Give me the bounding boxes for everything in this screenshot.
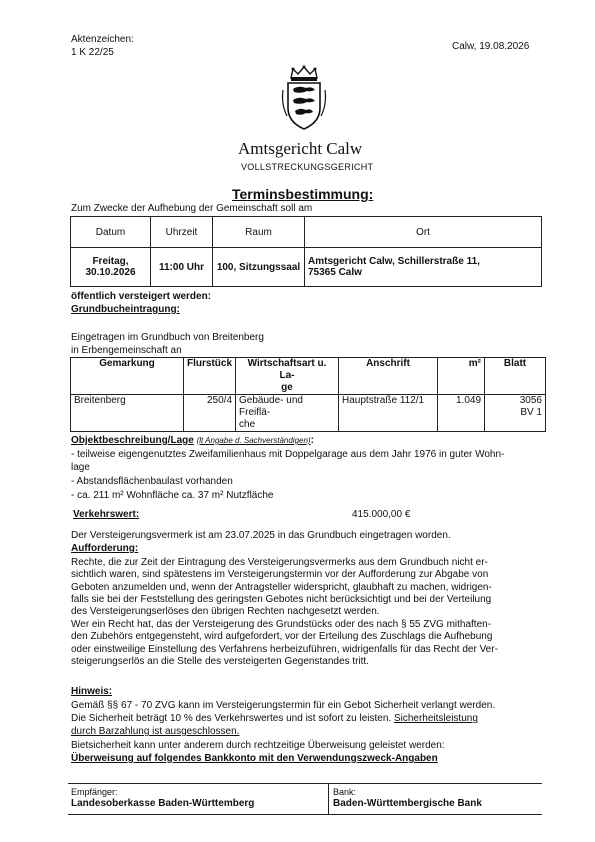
cell-gemarkung: Breitenberg xyxy=(71,395,184,432)
objekt-line2: lage xyxy=(71,462,90,473)
aufforderung-p2: Wer ein Recht hat, das der Versteigerung des Grundstücks oder des nach § 55 ZVG mithaften- den Zubehörs entgegensteht, wird aufgefordert, vor der Erteilung des Zuschlags die Aufhebung oder einstweilige Einstellung des Verfahrens herbeizuführen, widrigenfalls für das Recht der Ver- steigerungserlös an die Stelle des versteigerten Gegenstandes tritt. xyxy=(71,619,498,667)
bank-divider xyxy=(328,784,329,814)
aktenzeichen-label: Aktenzeichen: xyxy=(71,34,134,45)
verkehrswert-label: Verkehrswert: xyxy=(73,509,140,520)
cell-anschrift: Hauptstraße 112/1 xyxy=(339,395,438,432)
grundbuch-heading: Grundbucheintragung: xyxy=(71,304,180,315)
col-wirtschaftsart: Wirtschaftsart u. La- ge xyxy=(236,358,339,395)
cell-flurstueck: 250/4 xyxy=(184,395,236,432)
hinweis-line1: Gemäß §§ 67 - 70 ZVG kann im Versteigerungstermin für ein Gebot Sicherheit verlangt werden. xyxy=(71,700,496,711)
objekt-line3: - Abstandsflächenbaulast vorhanden xyxy=(71,476,233,487)
objekt-heading-line xyxy=(71,435,314,447)
cell-m2: 1.049 xyxy=(438,395,485,432)
verkehrswert-value: 415.000,00 € xyxy=(352,509,411,520)
hinweis-heading: Hinweis: xyxy=(71,686,113,697)
cell-datum: Freitag, 30.10.2026 xyxy=(71,248,151,287)
bank-info-table xyxy=(68,783,542,815)
bank-value: Baden-Württembergische Bank xyxy=(333,798,482,809)
col-ort: Ort xyxy=(305,217,542,248)
col-anschrift: Anschrift xyxy=(339,358,438,395)
aufforderung-p1: Rechte, die zur Zeit der Eintragung des Versteigerungsvermerks aus dem Grundbuch nicht er- sichtlich waren, sind spätestens im Versteigerungstermin vor der Aufforderung zur Abgabe von Geboten anzumelden und, wenn der Antragsteller widerspricht, glaubhaft zu machen, widrigen- falls sie bei der Feststellung des geringsten Gebotes nicht berücksichtigt und bei der Verteilung des Versteigerungserlöses den übrigen Rechten nachgesetzt werden. xyxy=(71,557,492,618)
cell-wirtschaftsart: Gebäude- und Freiflä- che xyxy=(236,395,339,432)
objekt-line4: - ca. 211 m² Wohnfläche ca. 37 m² Nutzfläche xyxy=(71,490,274,501)
hinweis-line3: durch Barzahlung ist ausgeschlossen. xyxy=(71,726,240,737)
aktenzeichen-number: 1 K 22/25 xyxy=(71,47,114,58)
empfaenger-label: Empfänger: xyxy=(71,787,118,797)
col-raum: Raum xyxy=(213,217,305,248)
property-table xyxy=(70,357,546,432)
objekt-heading: Objektbeschreibung/Lage xyxy=(71,435,194,446)
auction-line: öffentlich versteigert werden: xyxy=(71,291,212,302)
col-uhrzeit: Uhrzeit xyxy=(151,217,213,248)
appointment-table xyxy=(70,216,542,287)
vermerk-text: Der Versteigerungsvermerk ist am 23.07.2025 in das Grundbuch eingetragen worden. xyxy=(71,530,451,541)
objekt-line1: - teilweise eigengenutztes Zweifamilienhaus mit Doppelgarage aus dem Jahr 1976 in guter Wohn- xyxy=(71,449,505,460)
bank-label: Bank: xyxy=(333,787,357,797)
grundbuch-line2: in Erbengemeinschaft an xyxy=(71,345,182,356)
hinweis-line2: Die Sicherheit beträgt 10 % des Verkehrswertes und ist sofort zu leisten. Sicherheitsleistung xyxy=(71,713,478,724)
cell-blatt: 3056 BV 1 xyxy=(485,395,546,432)
court-name: Amtsgericht Calw xyxy=(238,139,363,158)
cell-uhrzeit: 11:00 Uhr xyxy=(151,248,213,287)
grundbuch-line1: Eingetragen im Grundbuch von Breitenberg xyxy=(71,332,264,343)
court-department: VOLLSTRECKUNGSGERICHT xyxy=(241,162,374,172)
aufforderung-heading: Aufforderung: xyxy=(71,543,139,554)
col-blatt: Blatt xyxy=(485,358,546,395)
cell-raum: 100, Sitzungssaal xyxy=(213,248,305,287)
col-flurstueck: Flurstück xyxy=(184,358,236,395)
col-gemarkung: Gemarkung xyxy=(71,358,184,395)
objekt-note: (lt Angabe d. Sachverständigen) xyxy=(196,436,311,445)
hinweis-line4: Bietsicherheit kann unter anderem durch rechtzeitige Überweisung geleistet werden: xyxy=(71,740,445,751)
hinweis-line5: Überweisung auf folgendes Bankkonto mit den Verwendungszweck-Angaben xyxy=(71,753,438,764)
coat-of-arms-icon xyxy=(279,64,329,132)
document-title: Terminsbestimmung: xyxy=(232,186,374,202)
empfaenger-value: Landesoberkasse Baden-Württemberg xyxy=(71,798,255,809)
objekt-colon: : xyxy=(310,435,314,446)
col-datum: Datum xyxy=(71,217,151,248)
cell-ort: Amtsgericht Calw, Schillerstraße 11, 75365 Calw xyxy=(305,248,542,287)
intro-text: Zum Zwecke der Aufhebung der Gemeinschaft soll am xyxy=(71,203,313,214)
place-date: Calw, 19.08.2026 xyxy=(452,41,530,52)
col-m2: m² xyxy=(438,358,485,395)
